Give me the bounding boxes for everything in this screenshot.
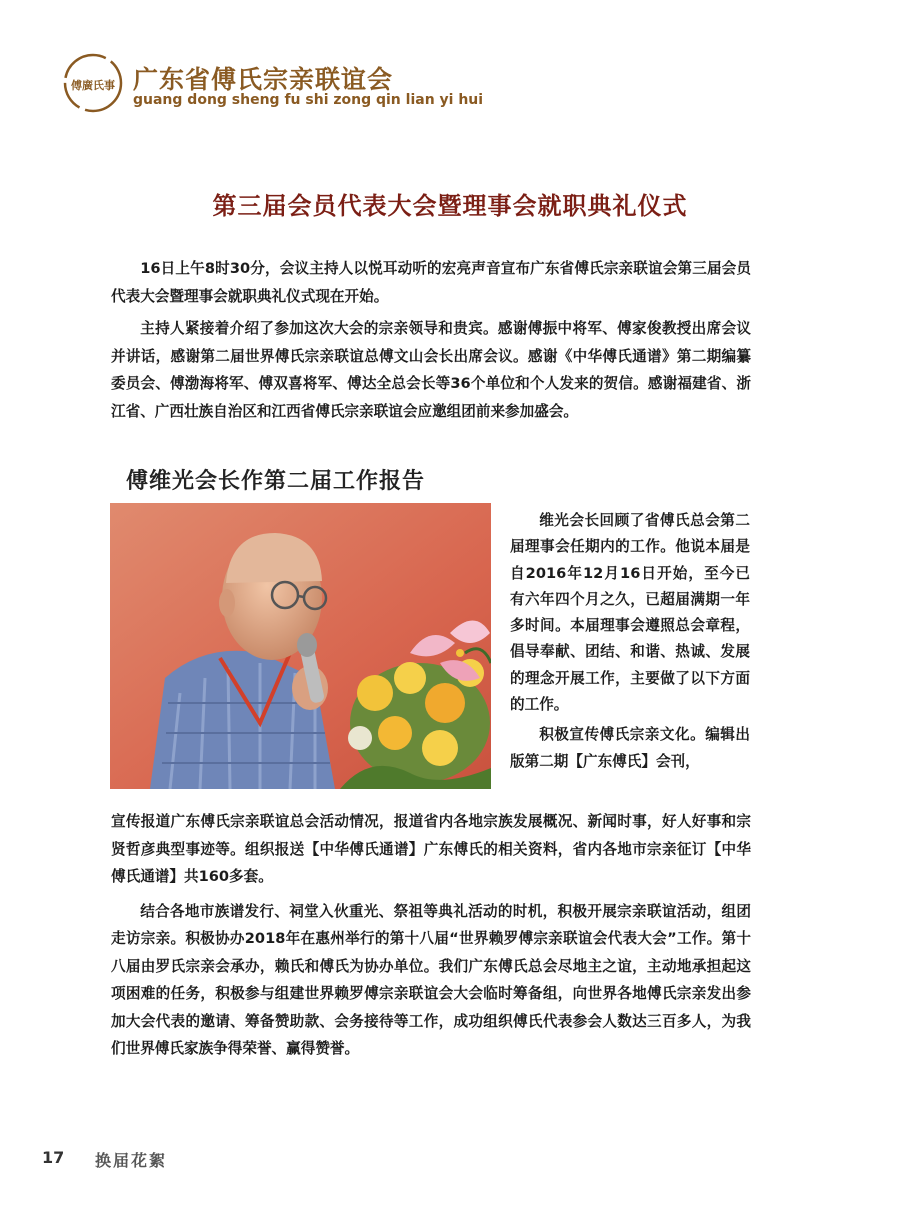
speaker-photo — [110, 503, 491, 789]
org-pinyin: guang dong sheng fu shi zong qin lian yi hui — [133, 92, 484, 108]
seal-glyphs: 傅廣氏事 — [71, 79, 115, 92]
org-name: 广东省傅氏宗亲联谊会 — [133, 65, 394, 94]
intro-body — [111, 255, 751, 425]
page-title: 第三届会员代表大会暨理事会就职典礼仪式 — [212, 192, 688, 220]
side-paragraph: 积极宣传傅氏宗亲文化。编辑出版第二期【广东傅氏】会刊， — [510, 726, 750, 770]
page-number: 17 — [42, 1148, 65, 1167]
section-title: 傅维光会长作第二届工作报告 — [126, 468, 426, 494]
running-head: 换届花絮 — [95, 1151, 168, 1170]
logo-seal — [62, 52, 124, 114]
side-paragraph: 维光会长回顾了省傅氏总会第二届理事会任期内的工作。他说本届是自2016年12月16日开始，至今已有六年四个月之久，已超届满期一年多时间。本届理事会遵照总会章程，倡导奉献、团结、和谐、热诚、发展的理念开展工作，主要做了以下方面的工作。 — [510, 512, 750, 714]
report-body — [111, 808, 751, 1063]
intro-paragraph: 主持人紧接着介绍了参加这次大会的宗亲领导和贵宾。感谢傅振中将军、傅家俊教授出席会议并讲话，感谢第二届世界傅氏宗亲联谊总傅文山会长出席会议。感谢《中华傅氏通谱》第二期编纂委员会、傅渤海将军、傅双喜将军、傅达全总会长等36个单位和个人发来的贺信。感谢福建省、浙江省、广西壮族自治区和江西省傅氏宗亲联谊会应邀组团前来参加盛会。 — [111, 320, 751, 420]
continuation-paragraph: 宣传报道广东傅氏宗亲联谊总会活动情况，报道省内各地宗族发展概况、新闻时事，好人好事和宗贤哲彦典型事迹等。组织报送【中华傅氏通谱】广东傅氏的相关资料，省内各地市宗亲征订【中华傅氏通谱】共160多套。 — [111, 813, 751, 885]
intro-paragraph: 16日上午8时30分，会议主持人以悦耳动听的宏亮声音宣布广东省傅氏宗亲联谊会第三届会员代表大会暨理事会就职典礼仪式现在开始。 — [111, 260, 751, 305]
closing-paragraph: 结合各地市族谱发行、祠堂入伙重光、祭祖等典礼活动的时机，积极开展宗亲联谊活动，组团走访宗亲。积极协办2018年在惠州举行的第十八届“世界赖罗傅宗亲联谊会代表大会”工作。第十八届由罗氏宗亲会承办，赖氏和傅氏为协办单位。我们广东傅氏总会尽地主之谊，主动地承担起这项困难的任务，积极参与组建世界赖罗傅宗亲联谊会大会临时筹备组，向世界各地傅氏宗亲发出参加大会代表的邀请、筹备赞助款、会务接待等工作，成功组织傅氏代表参会人数达三百多人，为我们世界傅氏家族争得荣誉、赢得赞誉。 — [111, 902, 751, 1057]
side-column — [510, 508, 750, 775]
